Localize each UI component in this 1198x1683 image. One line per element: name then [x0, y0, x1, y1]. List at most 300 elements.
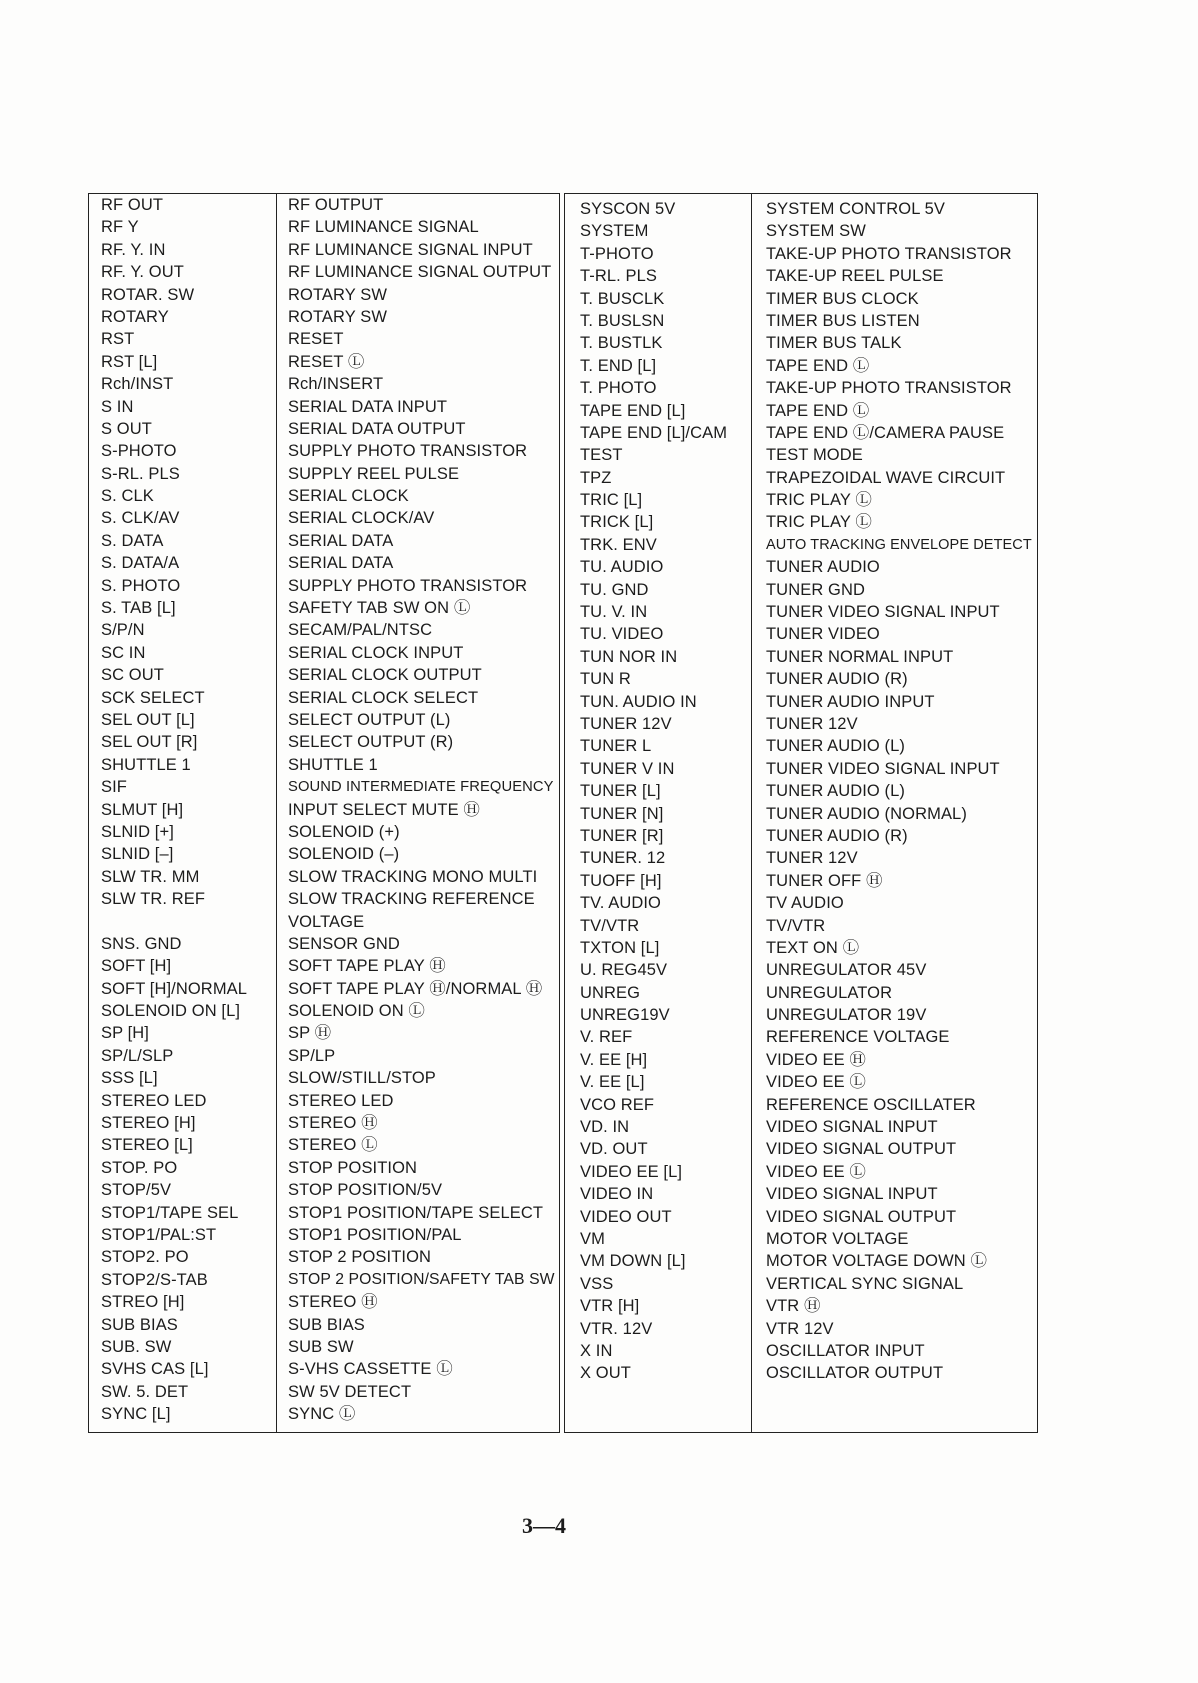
abbreviation-cell: VTR. 12V	[580, 1319, 653, 1338]
description-cell: REFERENCE OSCILLATER	[766, 1095, 976, 1114]
abbreviation-cell: SYSTEM	[580, 222, 649, 241]
description-cell: SUB BIAS	[288, 1315, 365, 1334]
abbreviation-cell: VD. OUT	[580, 1140, 648, 1159]
abbreviation-cell: SSS [L]	[101, 1069, 158, 1088]
table-row	[89, 1022, 559, 1044]
abbreviation-cell: ROTAR. SW	[101, 285, 195, 304]
abbreviation-cell: Rch/INST	[101, 375, 174, 394]
table-row	[89, 261, 559, 283]
abbreviation-cell: X OUT	[580, 1364, 631, 1383]
table-row	[565, 601, 1037, 623]
abbreviation-cell: STOP/5V	[101, 1181, 172, 1200]
table-row	[565, 691, 1037, 713]
table-row	[565, 758, 1037, 780]
table-row	[89, 418, 559, 440]
abbreviation-cell: SC IN	[101, 643, 146, 662]
table-row	[565, 511, 1037, 533]
abbreviation-cell: ROTARY	[101, 307, 169, 326]
description-cell: STEREO Ⓛ	[288, 1136, 378, 1155]
abbreviation-cell: V. REF	[580, 1028, 633, 1047]
abbreviation-cell: VM DOWN [L]	[580, 1252, 686, 1271]
table-row	[89, 216, 559, 238]
description-cell: Rch/INSERT	[288, 375, 384, 394]
description-cell: VTR 12V	[766, 1319, 834, 1338]
abbreviation-cell: UNREG	[580, 983, 641, 1002]
description-cell: VIDEO SIGNAL OUTPUT	[766, 1207, 957, 1226]
table-row	[89, 933, 559, 955]
table-row	[89, 687, 559, 709]
description-cell: VIDEO SIGNAL OUTPUT	[766, 1140, 957, 1159]
abbreviation-cell: UNREG19V	[580, 1006, 670, 1025]
table-row	[565, 1183, 1037, 1205]
table-row	[565, 1026, 1037, 1048]
table-row	[565, 803, 1037, 825]
table-row	[565, 422, 1037, 444]
description-cell: TUNER NORMAL INPUT	[766, 647, 954, 666]
abbreviation-cell: SC OUT	[101, 666, 164, 685]
abbreviation-cell: TUNER 12V	[580, 714, 672, 733]
description-cell: SOLENOID (+)	[288, 822, 400, 841]
table-row	[565, 1362, 1037, 1384]
abbreviation-cell: TUNER [N]	[580, 804, 664, 823]
description-cell: TEST MODE	[766, 446, 863, 465]
description-cell: STOP1 POSITION/PAL	[288, 1225, 462, 1244]
description-cell: SERIAL CLOCK/AV	[288, 509, 435, 528]
description-cell: VIDEO EE Ⓛ	[766, 1073, 867, 1092]
table-row	[565, 198, 1037, 220]
description-cell: SERIAL CLOCK INPUT	[288, 643, 464, 662]
table-row	[89, 642, 559, 664]
abbreviation-cell: TPZ	[580, 468, 612, 487]
abbreviation-cell: STOP1/TAPE SEL	[101, 1203, 239, 1222]
table-row	[89, 1000, 559, 1022]
table-row	[565, 579, 1037, 601]
table-row	[89, 239, 559, 261]
table-row	[89, 978, 559, 1000]
table-row	[565, 220, 1037, 242]
abbreviation-cell: STEREO [L]	[101, 1136, 193, 1155]
description-cell: STOP POSITION/5V	[288, 1181, 443, 1200]
table-row	[565, 489, 1037, 511]
description-cell: VIDEO SIGNAL INPUT	[766, 1118, 938, 1137]
abbreviation-cell: S/P/N	[101, 621, 145, 640]
description-cell: SERIAL DATA OUTPUT	[288, 419, 466, 438]
abbreviation-cell: TRICK [L]	[580, 513, 654, 532]
description-cell: TUNER AUDIO (R)	[766, 826, 908, 845]
abbreviation-cell: T-PHOTO	[580, 244, 654, 263]
description-cell: TAPE END Ⓛ	[766, 356, 870, 375]
abbreviation-cell: SOFT [H]	[101, 957, 172, 976]
page-number: 3—4	[522, 1513, 566, 1538]
abbreviation-cell: S. CLK	[101, 487, 154, 506]
table-row	[565, 847, 1037, 869]
table-row	[89, 821, 559, 843]
abbreviation-cell: V. EE [H]	[580, 1050, 648, 1069]
description-cell: TUNER OFF Ⓗ	[766, 871, 883, 890]
abbreviation-cell: TV. AUDIO	[580, 894, 661, 913]
table-row	[89, 1112, 559, 1134]
table-row	[89, 1358, 559, 1380]
abbreviation-cell: SLNID [+]	[101, 822, 174, 841]
description-cell: TUNER AUDIO (L)	[766, 782, 906, 801]
description-cell: TAPE END Ⓛ	[766, 401, 870, 420]
table-row	[565, 1295, 1037, 1317]
description-cell: SYSTEM SW	[766, 222, 866, 241]
table-row	[565, 1206, 1037, 1228]
description-cell: REFERENCE VOLTAGE	[766, 1028, 950, 1047]
abbreviation-cell: VSS	[580, 1274, 614, 1293]
description-cell: SERIAL CLOCK	[288, 487, 409, 506]
table-row	[89, 1314, 559, 1336]
table-row	[565, 892, 1037, 914]
abbreviation-cell: TAPE END [L]/CAM	[580, 423, 728, 442]
table-row	[565, 400, 1037, 422]
abbreviation-cell: SEL OUT [R]	[101, 733, 198, 752]
table-row	[89, 1336, 559, 1358]
table-row	[89, 955, 559, 977]
table-row	[89, 911, 559, 933]
abbreviation-cell: SP [H]	[101, 1024, 149, 1043]
description-cell: SOLENOID (–)	[288, 845, 400, 864]
description-cell: ROTARY SW	[288, 307, 387, 326]
description-cell: RF LUMINANCE SIGNAL INPUT	[288, 240, 533, 259]
table-row	[565, 265, 1037, 287]
table-row	[565, 1004, 1037, 1026]
table-row	[565, 915, 1037, 937]
abbreviation-cell: TU. GND	[580, 580, 649, 599]
abbreviation-cell: T. END [L]	[580, 356, 657, 375]
description-cell: VIDEO SIGNAL INPUT	[766, 1185, 938, 1204]
abbreviation-table-right	[564, 193, 1038, 1433]
description-cell: TV AUDIO	[766, 894, 844, 913]
abbreviation-cell: STEREO LED	[101, 1091, 207, 1110]
description-cell: SERIAL DATA	[288, 531, 394, 550]
description-cell: SUPPLY PHOTO TRANSISTOR	[288, 576, 528, 595]
description-cell: RESET	[288, 330, 344, 349]
table-row	[565, 1250, 1037, 1272]
description-cell: SOFT TAPE PLAY Ⓗ/NORMAL Ⓗ	[288, 979, 543, 998]
abbreviation-cell: RF. Y. OUT	[101, 263, 184, 282]
abbreviation-cell: SYSCON 5V	[580, 200, 676, 218]
table-row	[565, 780, 1037, 802]
abbreviation-cell: RF OUT	[101, 196, 164, 214]
description-cell: STOP1 POSITION/TAPE SELECT	[288, 1203, 544, 1222]
description-cell: MOTOR VOLTAGE	[766, 1229, 909, 1248]
description-cell: TUNER GND	[766, 580, 865, 599]
description-cell: SW 5V DETECT	[288, 1382, 412, 1401]
table-row	[565, 243, 1037, 265]
table-row	[89, 664, 559, 686]
table-body	[565, 198, 1037, 1385]
abbreviation-cell: TUNER [R]	[580, 826, 664, 845]
abbreviation-cell: TUN NOR IN	[580, 647, 678, 666]
description-cell: TAPE END Ⓛ/CAMERA PAUSE	[766, 423, 1005, 442]
description-cell: TEXT ON Ⓛ	[766, 938, 860, 957]
abbreviation-cell: SHUTTLE 1	[101, 755, 191, 774]
description-cell: UNREGULATOR 45V	[766, 961, 927, 980]
table-row	[89, 396, 559, 418]
table-row	[89, 1269, 559, 1291]
abbreviation-cell: SOFT [H]/NORMAL	[101, 979, 248, 998]
table-row	[565, 1116, 1037, 1138]
abbreviation-cell: TUNER V IN	[580, 759, 675, 778]
abbreviation-cell: S OUT	[101, 419, 152, 438]
description-cell: SUPPLY REEL PULSE	[288, 464, 460, 483]
description-cell: MOTOR VOLTAGE DOWN Ⓛ	[766, 1252, 988, 1271]
table-row	[565, 1273, 1037, 1295]
description-cell: TRIC PLAY Ⓛ	[766, 491, 872, 510]
abbreviation-cell: STOP1/PAL:ST	[101, 1225, 217, 1244]
table-row	[89, 328, 559, 350]
table-row	[89, 530, 559, 552]
table-row	[89, 463, 559, 485]
table-row	[565, 735, 1037, 757]
description-cell: TAKE-UP PHOTO TRANSISTOR	[766, 379, 1012, 398]
abbreviation-cell: STOP2. PO	[101, 1248, 189, 1267]
description-cell: TUNER AUDIO (L)	[766, 737, 906, 756]
table-row	[89, 1202, 559, 1224]
description-cell: SUPPLY PHOTO TRANSISTOR	[288, 442, 528, 461]
table-row	[565, 534, 1037, 556]
abbreviation-cell: STOP. PO	[101, 1158, 178, 1177]
description-cell: SAFETY TAB SW ON Ⓛ	[288, 599, 471, 618]
abbreviation-cell: U. REG45V	[580, 961, 668, 980]
abbreviation-cell: SW. 5. DET	[101, 1382, 189, 1401]
description-cell: SERIAL CLOCK SELECT	[288, 688, 479, 707]
description-cell: S-VHS CASSETTE Ⓛ	[288, 1360, 453, 1379]
table-row	[89, 440, 559, 462]
abbreviation-cell: SLW TR. MM	[101, 867, 200, 886]
abbreviation-cell: S-PHOTO	[101, 442, 177, 461]
abbreviation-cell: RST [L]	[101, 352, 158, 371]
table-row	[89, 507, 559, 529]
description-cell: INPUT SELECT MUTE Ⓗ	[288, 800, 480, 819]
table-row	[565, 377, 1037, 399]
abbreviation-cell: TRK. ENV	[580, 535, 657, 554]
table-row	[565, 288, 1037, 310]
table-row	[89, 1381, 559, 1403]
abbreviation-cell: T-RL. PLS	[580, 267, 658, 286]
description-cell: VOLTAGE	[288, 912, 365, 931]
description-cell: STOP 2 POSITION	[288, 1248, 432, 1267]
abbreviation-cell: T. BUSCLK	[580, 289, 665, 308]
abbreviation-cell: SLW TR. REF	[101, 890, 206, 909]
description-cell: SERIAL DATA INPUT	[288, 397, 448, 416]
abbreviation-cell: VIDEO EE [L]	[580, 1162, 683, 1181]
abbreviation-cell: TXTON [L]	[580, 938, 660, 957]
table-row	[565, 355, 1037, 377]
description-cell: VIDEO EE Ⓛ	[766, 1162, 867, 1181]
description-cell: SLOW/STILL/STOP	[288, 1069, 436, 1088]
abbreviation-cell: SYNC [L]	[101, 1405, 171, 1424]
table-row	[565, 959, 1037, 981]
description-cell: STEREO Ⓗ	[288, 1293, 378, 1312]
description-cell: OSCILLATOR OUTPUT	[766, 1364, 944, 1383]
abbreviation-cell: V. EE [L]	[580, 1073, 645, 1092]
abbreviation-cell: TU. V. IN	[580, 603, 648, 622]
abbreviation-cell: VIDEO OUT	[580, 1207, 672, 1226]
description-cell: UNREGULATOR 19V	[766, 1006, 927, 1025]
abbreviation-cell: RST	[101, 330, 135, 349]
description-cell: TRAPEZOIDAL WAVE CIRCUIT	[766, 468, 1006, 487]
description-cell: TIMER BUS TALK	[766, 334, 902, 353]
description-cell: TUNER AUDIO INPUT	[766, 692, 935, 711]
abbreviation-cell: S. PHOTO	[101, 576, 181, 595]
description-cell: SOLENOID ON Ⓛ	[288, 1002, 425, 1021]
table-row	[565, 556, 1037, 578]
table-row	[565, 1228, 1037, 1250]
description-cell: STOP POSITION	[288, 1158, 418, 1177]
description-cell: TIMER BUS LISTEN	[766, 311, 920, 330]
description-cell: TUNER 12V	[766, 849, 858, 868]
abbreviation-table-left	[88, 193, 560, 1433]
abbreviation-cell: VIDEO IN	[580, 1185, 654, 1204]
description-cell: VIDEO EE Ⓗ	[766, 1050, 867, 1069]
description-cell: TUNER AUDIO (NORMAL)	[766, 804, 967, 823]
table-row	[89, 731, 559, 753]
abbreviation-cell: X IN	[580, 1341, 613, 1360]
description-cell: OSCILLATOR INPUT	[766, 1341, 925, 1360]
abbreviation-cell: TU. VIDEO	[580, 625, 664, 644]
description-cell: VERTICAL SYNC SIGNAL	[766, 1274, 964, 1293]
table-row	[565, 1318, 1037, 1340]
table-row	[565, 825, 1037, 847]
description-cell: TRIC PLAY Ⓛ	[766, 513, 872, 532]
description-cell: SYNC Ⓛ	[288, 1405, 356, 1424]
table-row	[565, 1094, 1037, 1116]
abbreviation-cell: TUN R	[580, 670, 631, 689]
abbreviation-cell: S IN	[101, 397, 134, 416]
table-row	[89, 1246, 559, 1268]
table-row	[89, 888, 559, 910]
table-row	[565, 713, 1037, 735]
abbreviation-cell: TU. AUDIO	[580, 558, 664, 577]
abbreviation-cell: VD. IN	[580, 1118, 630, 1137]
table-row	[89, 619, 559, 641]
table-row	[89, 776, 559, 798]
table-row	[89, 1291, 559, 1313]
table-row	[89, 1134, 559, 1156]
table-row	[89, 1403, 559, 1425]
description-cell: VTR Ⓗ	[766, 1297, 821, 1316]
description-cell: SLOW TRACKING REFERENCE	[288, 890, 535, 909]
abbreviation-cell: TV/VTR	[580, 916, 640, 935]
description-cell: SP/LP	[288, 1046, 336, 1065]
abbreviation-cell: VM	[580, 1229, 605, 1248]
table-row	[565, 310, 1037, 332]
abbreviation-cell: STOP2/S-TAB	[101, 1270, 208, 1289]
abbreviation-cell: STEREO [H]	[101, 1114, 196, 1133]
description-cell: TUNER AUDIO (R)	[766, 670, 908, 689]
abbreviation-cell: S. DATA/A	[101, 554, 180, 573]
table-row	[89, 485, 559, 507]
table-row	[565, 623, 1037, 645]
table-row	[89, 1224, 559, 1246]
abbreviation-cell: TEST	[580, 446, 623, 465]
abbreviation-cell: TUOFF [H]	[580, 871, 662, 890]
abbreviation-cell: TUNER L	[580, 737, 652, 756]
description-cell: STEREO LED	[288, 1091, 394, 1110]
description-cell: RF OUTPUT	[288, 196, 384, 214]
description-cell: SELECT OUTPUT (L)	[288, 710, 451, 729]
table-row	[89, 597, 559, 619]
table-row	[89, 754, 559, 776]
description-cell: SECAM/PAL/NTSC	[288, 621, 433, 640]
table-row	[89, 373, 559, 395]
abbreviation-cell: RF. Y. IN	[101, 240, 166, 259]
description-cell: ROTARY SW	[288, 285, 387, 304]
table-row	[565, 467, 1037, 489]
description-cell: TUNER VIDEO SIGNAL INPUT	[766, 603, 1000, 622]
table-row	[89, 1067, 559, 1089]
description-cell: TIMER BUS CLOCK	[766, 289, 919, 308]
table-row	[565, 1138, 1037, 1160]
description-cell: SP Ⓗ	[288, 1024, 332, 1043]
description-cell: SOFT TAPE PLAY Ⓗ	[288, 957, 446, 976]
description-cell: STOP 2 POSITION/SAFETY TAB SW	[288, 1270, 555, 1288]
description-cell: SUB SW	[288, 1337, 354, 1356]
abbreviation-cell: SUB. SW	[101, 1337, 172, 1356]
description-cell: TUNER VIDEO	[766, 625, 880, 644]
table-row	[89, 709, 559, 731]
table-row	[89, 284, 559, 306]
description-cell: SELECT OUTPUT (R)	[288, 733, 454, 752]
description-cell: TAKE-UP REEL PULSE	[766, 267, 944, 286]
abbreviation-cell: TUNER. 12	[580, 849, 666, 868]
description-cell: TAKE-UP PHOTO TRANSISTOR	[766, 244, 1012, 263]
table-row	[565, 1049, 1037, 1071]
description-cell: TV/VTR	[766, 916, 826, 935]
description-cell: TUNER AUDIO	[766, 558, 880, 577]
description-cell: TUNER 12V	[766, 714, 858, 733]
table-row	[565, 668, 1037, 690]
table-row	[89, 306, 559, 328]
description-cell: SERIAL DATA	[288, 554, 394, 573]
abbreviation-cell: S. TAB [L]	[101, 599, 176, 618]
abbreviation-cell: SCK SELECT	[101, 688, 205, 707]
description-cell: RF LUMINANCE SIGNAL OUTPUT	[288, 263, 552, 282]
table-row	[565, 982, 1037, 1004]
abbreviation-cell: T. BUSLSN	[580, 311, 665, 330]
abbreviation-cell: VCO REF	[580, 1095, 655, 1114]
table-row	[89, 1045, 559, 1067]
table-row	[565, 937, 1037, 959]
abbreviation-cell: TRIC [L]	[580, 491, 643, 510]
abbreviation-cell: SOLENOID ON [L]	[101, 1002, 241, 1021]
abbreviation-cell: SEL OUT [L]	[101, 710, 195, 729]
abbreviation-cell: SUB BIAS	[101, 1315, 178, 1334]
description-cell: RF LUMINANCE SIGNAL	[288, 218, 479, 237]
abbreviation-cell: TAPE END [L]	[580, 401, 686, 420]
abbreviation-cell: STREO [H]	[101, 1293, 185, 1312]
abbreviation-cell: SNS. GND	[101, 934, 182, 953]
abbreviation-cell: S. CLK/AV	[101, 509, 180, 528]
table-row	[89, 1179, 559, 1201]
description-cell: SLOW TRACKING MONO MULTI	[288, 867, 538, 886]
table-row	[89, 351, 559, 373]
table-row	[89, 575, 559, 597]
abbreviation-cell: TUNER [L]	[580, 782, 661, 801]
description-cell: RESET Ⓛ	[288, 352, 365, 371]
table-row	[89, 866, 559, 888]
abbreviation-cell: T. PHOTO	[580, 379, 657, 398]
abbreviation-cell: S. DATA	[101, 531, 164, 550]
table-row	[89, 843, 559, 865]
description-cell: SYSTEM CONTROL 5V	[766, 200, 945, 218]
abbreviation-cell: SP/L/SLP	[101, 1046, 174, 1065]
abbreviation-cell: T. BUSTLK	[580, 334, 663, 353]
table-row	[565, 1161, 1037, 1183]
